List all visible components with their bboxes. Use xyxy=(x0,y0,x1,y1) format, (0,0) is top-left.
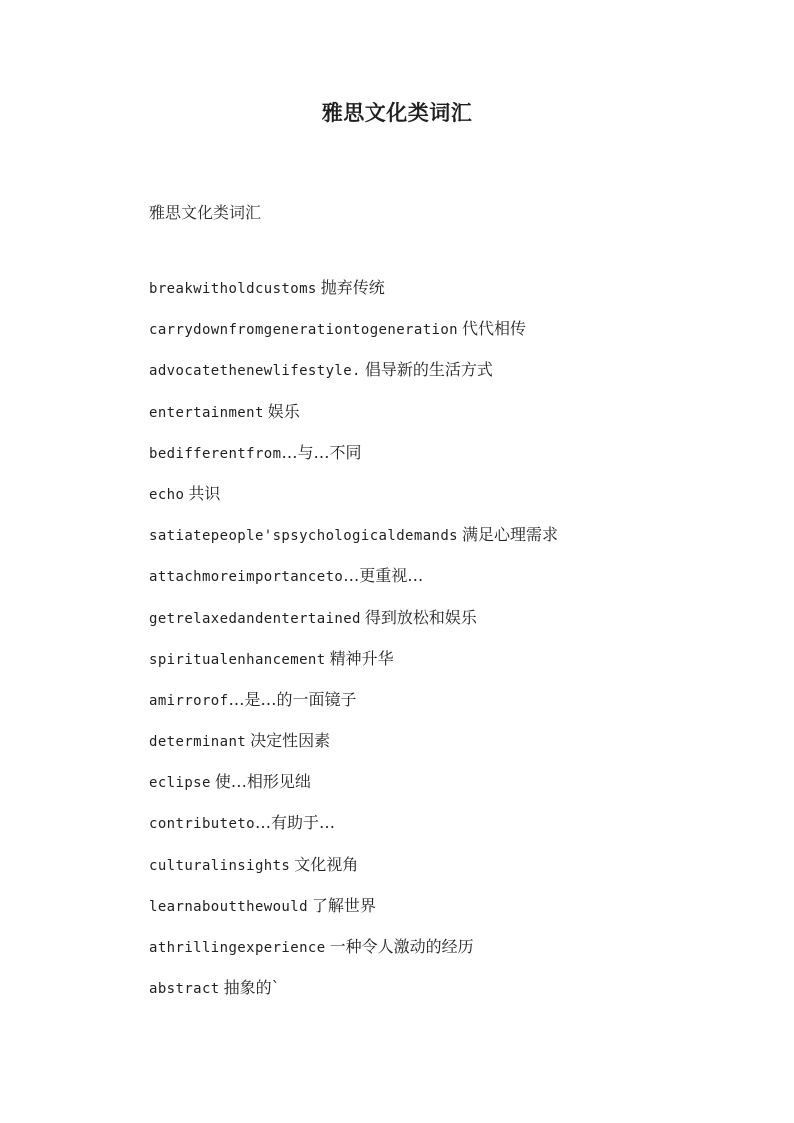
english-term: carrydownfromgenerationtogeneration xyxy=(149,322,459,339)
list-item xyxy=(149,813,558,854)
chinese-meaning: 精神升华 xyxy=(329,648,394,668)
english-term: getrelaxedandentertained xyxy=(149,610,361,627)
list-item xyxy=(149,278,558,319)
list-item xyxy=(149,649,558,690)
list-item xyxy=(149,608,558,649)
english-term: echo xyxy=(149,486,185,503)
list-item xyxy=(149,772,558,813)
list-item xyxy=(149,360,558,401)
chinese-meaning: 抽象的` xyxy=(223,978,280,998)
chinese-meaning: 共识 xyxy=(188,483,221,503)
list-item xyxy=(149,319,558,360)
chinese-meaning: …是…的一面镜子 xyxy=(228,689,357,709)
english-term: advocatethenewlifestyle. xyxy=(149,363,361,380)
english-term: abstract xyxy=(149,981,220,998)
english-term: entertainment xyxy=(149,404,264,421)
chinese-meaning: 一种令人激动的经历 xyxy=(329,937,474,956)
english-term: amirrorof xyxy=(149,692,229,709)
chinese-meaning: 决定性因素 xyxy=(250,731,331,751)
list-item xyxy=(149,566,558,607)
chinese-meaning: 抛弃传统 xyxy=(320,278,385,297)
list-item xyxy=(149,443,558,484)
english-term: spiritualenhancement xyxy=(149,651,326,668)
list-item xyxy=(149,855,558,896)
list-item xyxy=(149,896,558,937)
english-term: satiatepeople'spsychologicaldemands xyxy=(149,528,459,545)
chinese-meaning: 得到放松和娱乐 xyxy=(364,607,477,627)
chinese-meaning: 使…相形见绌 xyxy=(214,772,311,792)
chinese-meaning: …有助于… xyxy=(254,813,335,833)
section-heading: 雅思文化类词汇 xyxy=(149,203,262,222)
list-item xyxy=(149,731,558,772)
list-item xyxy=(149,525,558,566)
english-term: bedifferentfrom xyxy=(149,445,282,462)
chinese-meaning: …更重视… xyxy=(343,566,424,586)
english-term: contributeto xyxy=(149,816,255,833)
english-term: breakwitholdcustoms xyxy=(149,281,317,297)
vocabulary-list xyxy=(149,278,558,1019)
chinese-meaning: 了解世界 xyxy=(311,895,376,915)
chinese-meaning: 满足心理需求 xyxy=(462,525,559,545)
chinese-meaning: …与…不同 xyxy=(281,442,362,462)
english-term: athrillingexperience xyxy=(149,940,326,956)
english-term: eclipse xyxy=(149,775,211,792)
chinese-meaning: 娱乐 xyxy=(267,401,300,421)
list-item xyxy=(149,402,558,443)
english-term: determinant xyxy=(149,734,247,751)
list-item xyxy=(149,484,558,525)
list-item xyxy=(149,937,558,978)
english-term: attachmoreimportanceto xyxy=(149,569,344,586)
list-item xyxy=(149,978,558,1019)
list-item xyxy=(149,690,558,731)
english-term: learnaboutthewould xyxy=(149,898,308,915)
chinese-meaning: 文化视角 xyxy=(294,854,359,874)
chinese-meaning: 倡导新的生活方式 xyxy=(364,360,493,380)
chinese-meaning: 代代相传 xyxy=(462,319,527,339)
page-title: 雅思文化类词汇 xyxy=(321,100,473,125)
english-term: culturalinsights xyxy=(149,857,291,874)
